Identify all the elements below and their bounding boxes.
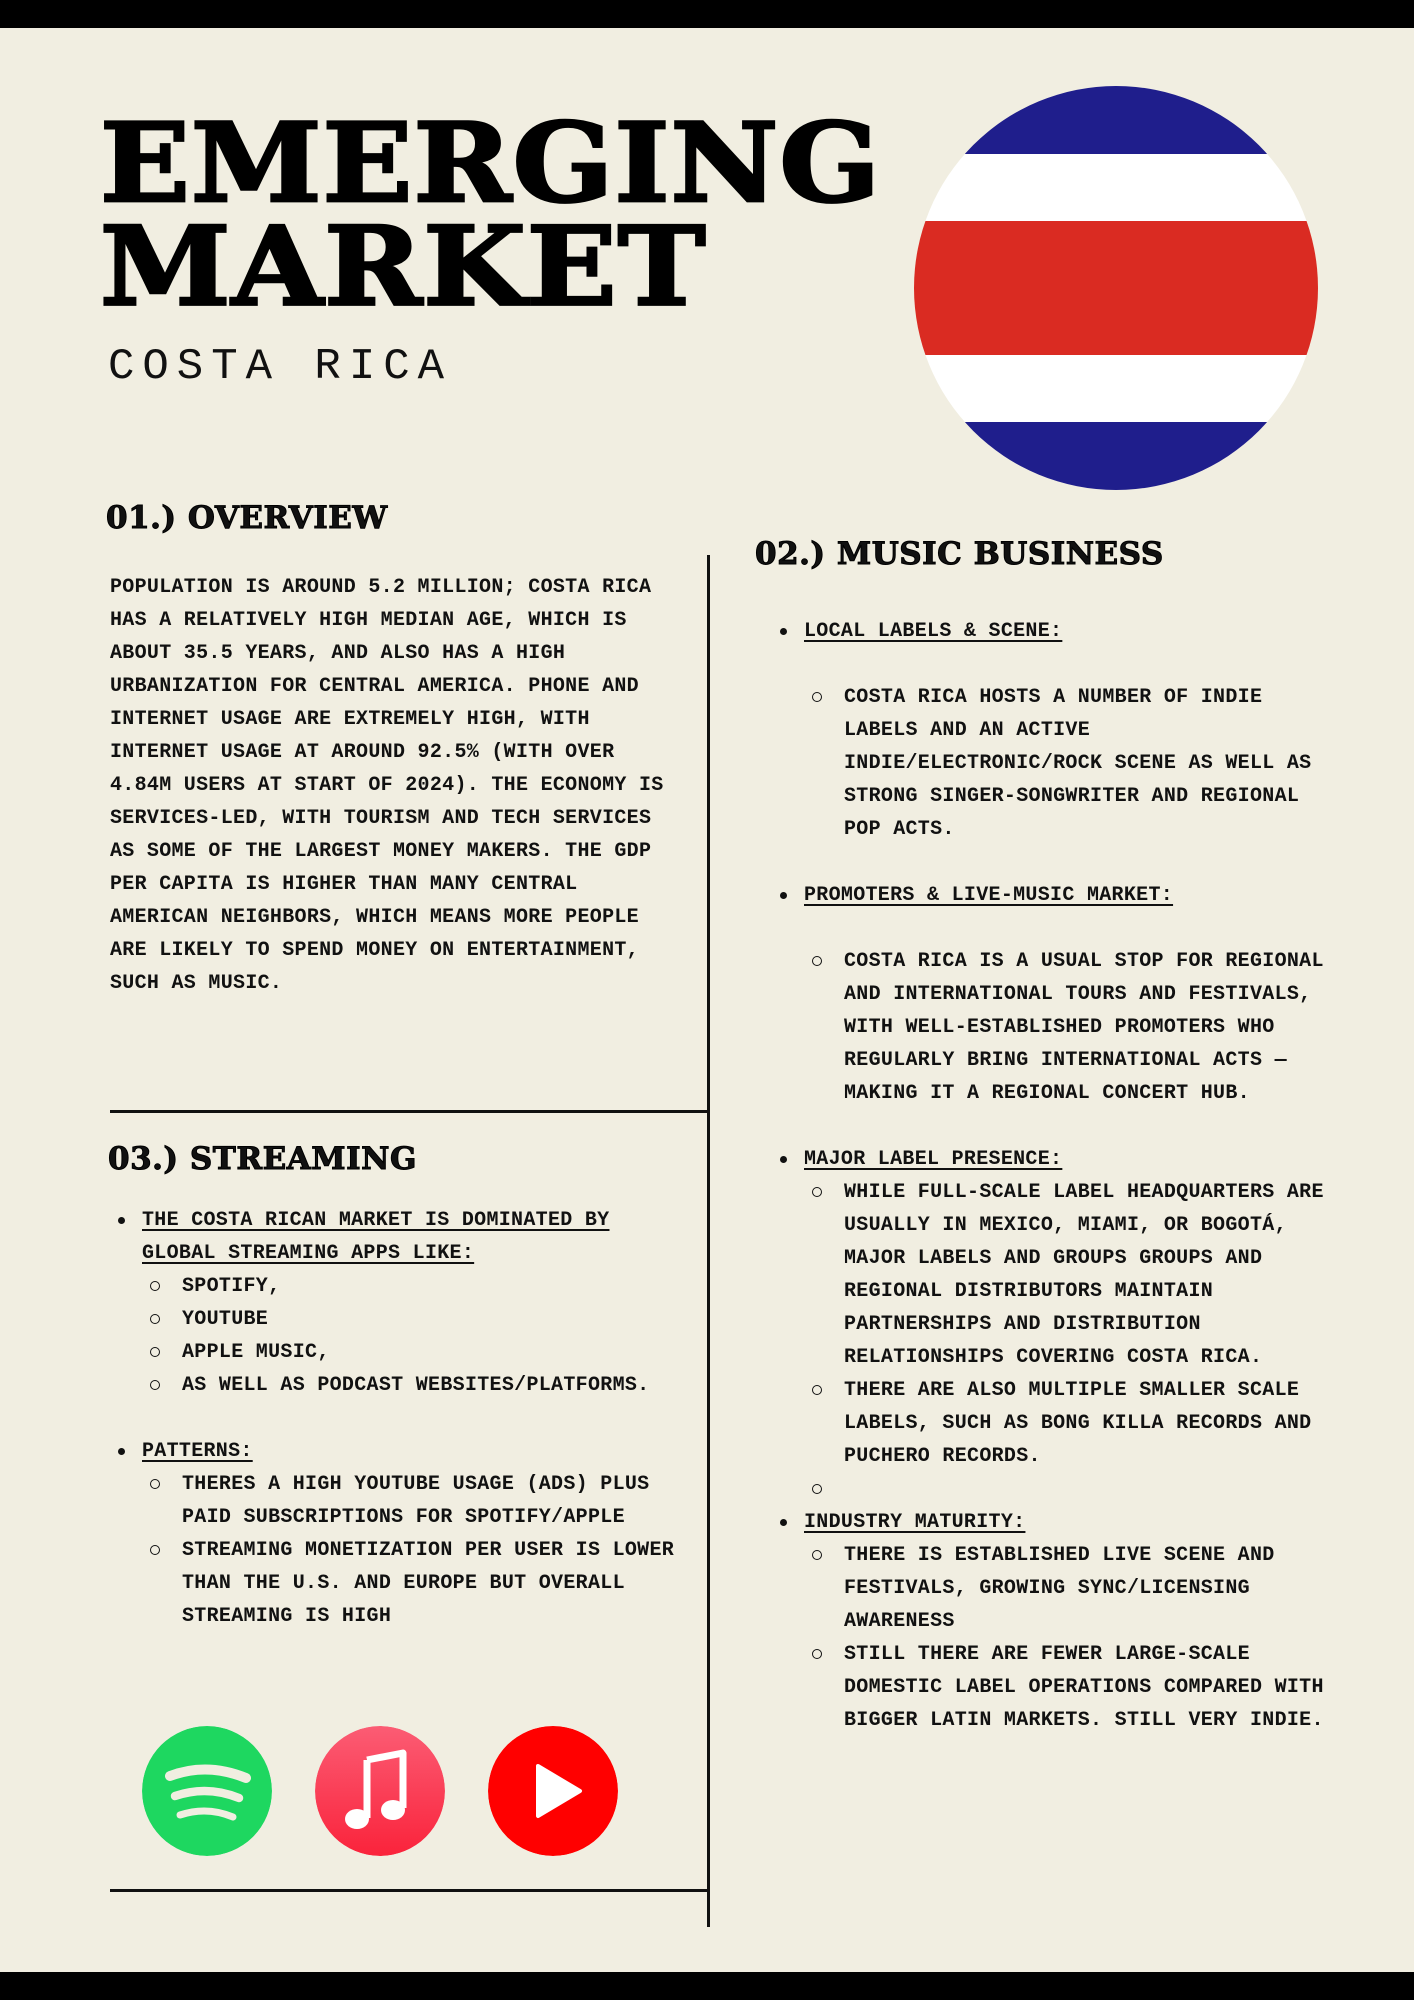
list-item: COSTA RICA IS A USUAL STOP FOR REGIONAL AND INTERNATIONAL TOURS AND FESTIVALS, WITH WELL-ESTABLISHED PROMOTERS WHO REGULARLY BRING INTERNATIONAL ACTS — MAKING IT A REGIONAL CONCERT HUB.: [804, 945, 1332, 1110]
list-item-label: INDUSTRY MATURITY:: [804, 1511, 1026, 1534]
page-subtitle: COSTA RICA: [108, 342, 453, 392]
streaming-list: [110, 1204, 690, 1633]
list-item: AS WELL AS PODCAST WEBSITES/PLATFORMS.: [142, 1369, 690, 1402]
list-item-label: LOCAL LABELS & SCENE:: [804, 620, 1063, 643]
list-item: SPOTIFY,: [142, 1270, 690, 1303]
list-item: STREAMING MONETIZATION PER USER IS LOWER THAN THE U.S. AND EUROPE BUT OVERALL STREAMING IS HIGH: [142, 1534, 690, 1633]
list-item: THERE IS ESTABLISHED LIVE SCENE AND FESTIVALS, GROWING SYNC/LICENSING AWARENESS: [804, 1539, 1332, 1638]
streaming-heading: 03.) STREAMING: [108, 1141, 417, 1177]
title-line-2: MARKET: [100, 202, 707, 331]
apple-music-icon: [315, 1726, 445, 1856]
overview-heading: 01.) OVERVIEW: [106, 500, 388, 536]
spotify-icon: [142, 1726, 272, 1856]
list-item: THERE ARE ALSO MULTIPLE SMALLER SCALE LABELS, SUCH AS BONG KILLA RECORDS AND PUCHERO RECORDS.: [804, 1374, 1332, 1473]
list-item: STILL THERE ARE FEWER LARGE-SCALE DOMESTIC LABEL OPERATIONS COMPARED WITH BIGGER LATIN MARKETS. STILL VERY INDIE.: [804, 1638, 1332, 1737]
page-title: [100, 99, 882, 331]
list-item: YOUTUBE: [142, 1303, 690, 1336]
music-business-heading: 02.) MUSIC BUSINESS: [755, 536, 1164, 572]
list-item-empty: [804, 1473, 1332, 1506]
list-item: [772, 1506, 1332, 1737]
list-item-label: THE COSTA RICAN MARKET IS DOMINATED BY GLOBAL STREAMING APPS LIKE:: [142, 1209, 610, 1265]
list-item: [772, 879, 1332, 1110]
list-item: [772, 1143, 1332, 1506]
title-line-1: EMERGING: [100, 99, 882, 227]
list-item: WHILE FULL-SCALE LABEL HEADQUARTERS ARE USUALLY IN MEXICO, MIAMI, OR BOGOTÁ, MAJOR LABELS AND GROUPS GROUPS AND REGIONAL DISTRIBUTORS MAINTAIN PARTNERSHIPS AND DISTRIBUTION RELATIONSHIPS COVERING COSTA RICA.: [804, 1176, 1332, 1374]
list-item: APPLE MUSIC,: [142, 1336, 690, 1369]
list-item-label: PROMOTERS & LIVE-MUSIC MARKET:: [804, 884, 1174, 907]
column-divider: [707, 555, 710, 1927]
bottom-border: [0, 1972, 1414, 2000]
top-border: [0, 0, 1414, 28]
music-business-list: [772, 615, 1332, 1737]
section-divider-bottom: [110, 1889, 708, 1892]
list-item-label: PATTERNS:: [142, 1440, 253, 1463]
section-divider: [110, 1110, 708, 1113]
youtube-icon: [488, 1726, 618, 1856]
costa-rica-flag-icon: [914, 86, 1318, 490]
list-item: [110, 1435, 690, 1633]
list-item: COSTA RICA HOSTS A NUMBER OF INDIE LABELS AND AN ACTIVE INDIE/ELECTRONIC/ROCK SCENE AS WELL AS STRONG SINGER-SONGWRITER AND REGIONAL POP ACTS.: [804, 681, 1332, 846]
list-item: [110, 1204, 690, 1402]
list-item: THERES A HIGH YOUTUBE USAGE (ADS) PLUS PAID SUBSCRIPTIONS FOR SPOTIFY/APPLE: [142, 1468, 690, 1534]
overview-text: POPULATION IS AROUND 5.2 MILLION; COSTA RICA HAS A RELATIVELY HIGH MEDIAN AGE, WHICH IS ABOUT 35.5 YEARS, AND ALSO HAS A HIGH URBANIZATION FOR CENTRAL AMERICA. PHONE AND INTERNET USAGE ARE EXTREMELY HIGH, WITH INTERNET USAGE AT AROUND 92.5% (WITH OVER 4.84M USERS AT START OF 2024). THE ECONOMY IS SERVICES-LED, WITH TOURISM AND TECH SERVICES AS SOME OF THE LARGEST MONEY MAKERS. THE GDP PER CAPITA IS HIGHER THAN MANY CENTRAL AMERICAN NEIGHBORS, WHICH MEANS MORE PEOPLE ARE LIKELY TO SPEND MONEY ON ENTERTAINMENT, SUCH AS MUSIC.: [110, 576, 664, 995]
list-item-label: MAJOR LABEL PRESENCE:: [804, 1148, 1063, 1171]
list-item: [772, 615, 1332, 846]
